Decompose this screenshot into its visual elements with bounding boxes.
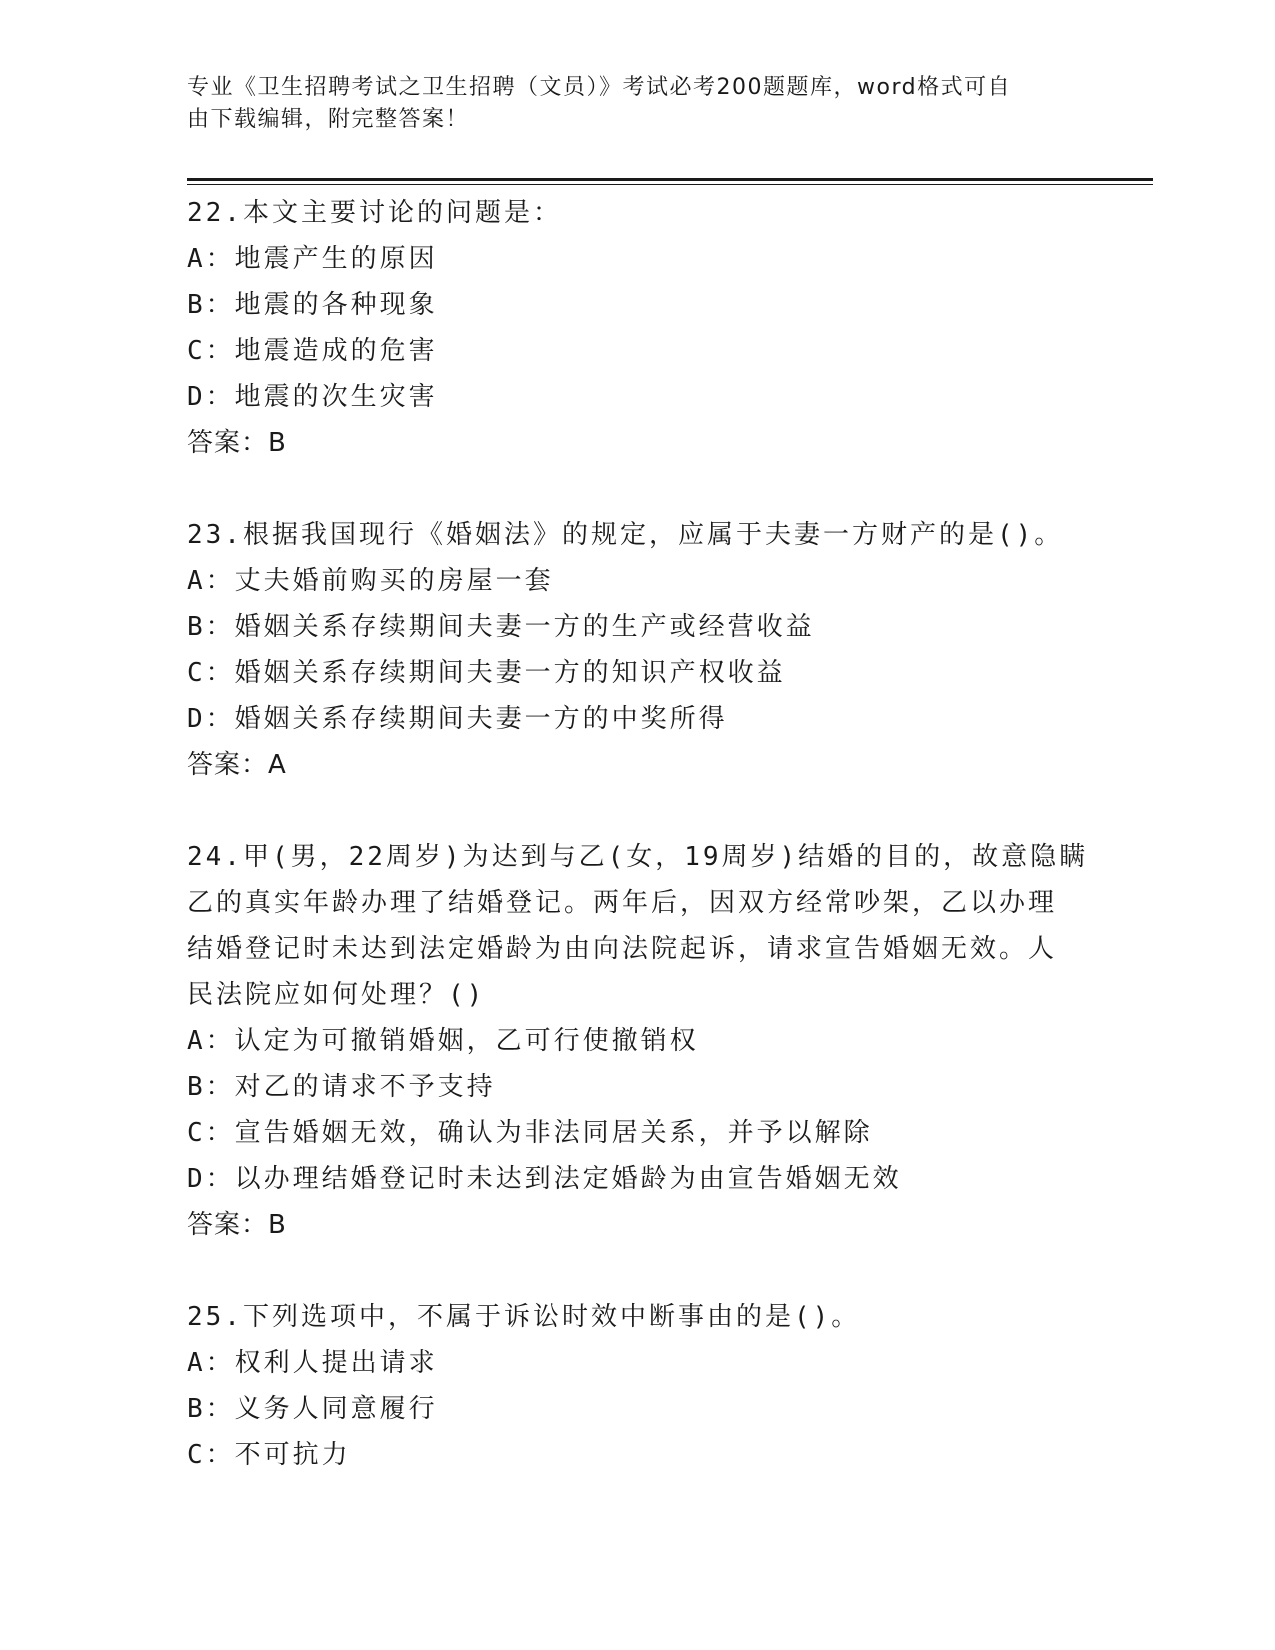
question-list xyxy=(187,190,1087,1524)
question-stem-line-3: 结婚登记时未达到法定婚龄为由向法院起诉，请求宣告婚姻无效。人 xyxy=(187,934,1058,964)
option-a: A：认定为可撤销婚姻，乙可行使撤销权 xyxy=(187,1026,699,1056)
question-23 xyxy=(187,512,1087,788)
option-b: B：婚姻关系存续期间夫妻一方的生产或经营收益 xyxy=(187,612,815,642)
question-24 xyxy=(187,834,1087,1248)
header-line-1: 专业《卫生招聘考试之卫生招聘（文员）》考试必考200题题库，word格式可自 xyxy=(187,75,1012,100)
header-divider-thick xyxy=(187,178,1153,181)
option-a: A：丈夫婚前购买的房屋一套 xyxy=(187,566,554,596)
document-header xyxy=(187,72,1067,136)
option-d: D：地震的次生灾害 xyxy=(187,382,438,412)
option-c: C：地震造成的危害 xyxy=(187,336,438,366)
option-a: A：地震产生的原因 xyxy=(187,244,438,274)
option-c: C：婚姻关系存续期间夫妻一方的知识产权收益 xyxy=(187,658,786,688)
option-d: D：以办理结婚登记时未达到法定婚龄为由宣告婚姻无效 xyxy=(187,1164,902,1194)
question-stem: 22.本文主要讨论的问题是： xyxy=(187,198,562,228)
question-25 xyxy=(187,1294,1087,1478)
question-22 xyxy=(187,190,1087,466)
answer-label: 答案：A xyxy=(187,750,287,780)
option-b: B：地震的各种现象 xyxy=(187,290,438,320)
question-stem: 25.下列选项中，不属于诉讼时效中断事由的是()。 xyxy=(187,1302,861,1332)
answer-label: 答案：B xyxy=(187,1210,287,1240)
option-c: C：不可抗力 xyxy=(187,1440,351,1470)
question-stem-line-4: 民法院应如何处理？() xyxy=(187,980,486,1010)
answer-label: 答案：B xyxy=(187,428,287,458)
question-stem-line-1: 24.甲(男，22周岁)为达到与乙(女，19周岁)结婚的目的，故意隐瞒 xyxy=(187,842,1089,872)
question-stem-line-2: 乙的真实年龄办理了结婚登记。两年后，因双方经常吵架，乙以办理 xyxy=(187,888,1058,918)
question-stem: 23.根据我国现行《婚姻法》的规定，应属于夫妻一方财产的是()。 xyxy=(187,520,1064,550)
header-line-2: 由下载编辑，附完整答案！ xyxy=(187,107,470,132)
option-d: D：婚姻关系存续期间夫妻一方的中奖所得 xyxy=(187,704,728,734)
option-b: B：对乙的请求不予支持 xyxy=(187,1072,496,1102)
option-a: A：权利人提出请求 xyxy=(187,1348,438,1378)
header-divider-thin xyxy=(187,184,1153,185)
option-c: C：宣告婚姻无效，确认为非法同居关系，并予以解除 xyxy=(187,1118,873,1148)
option-b: B：义务人同意履行 xyxy=(187,1394,438,1424)
